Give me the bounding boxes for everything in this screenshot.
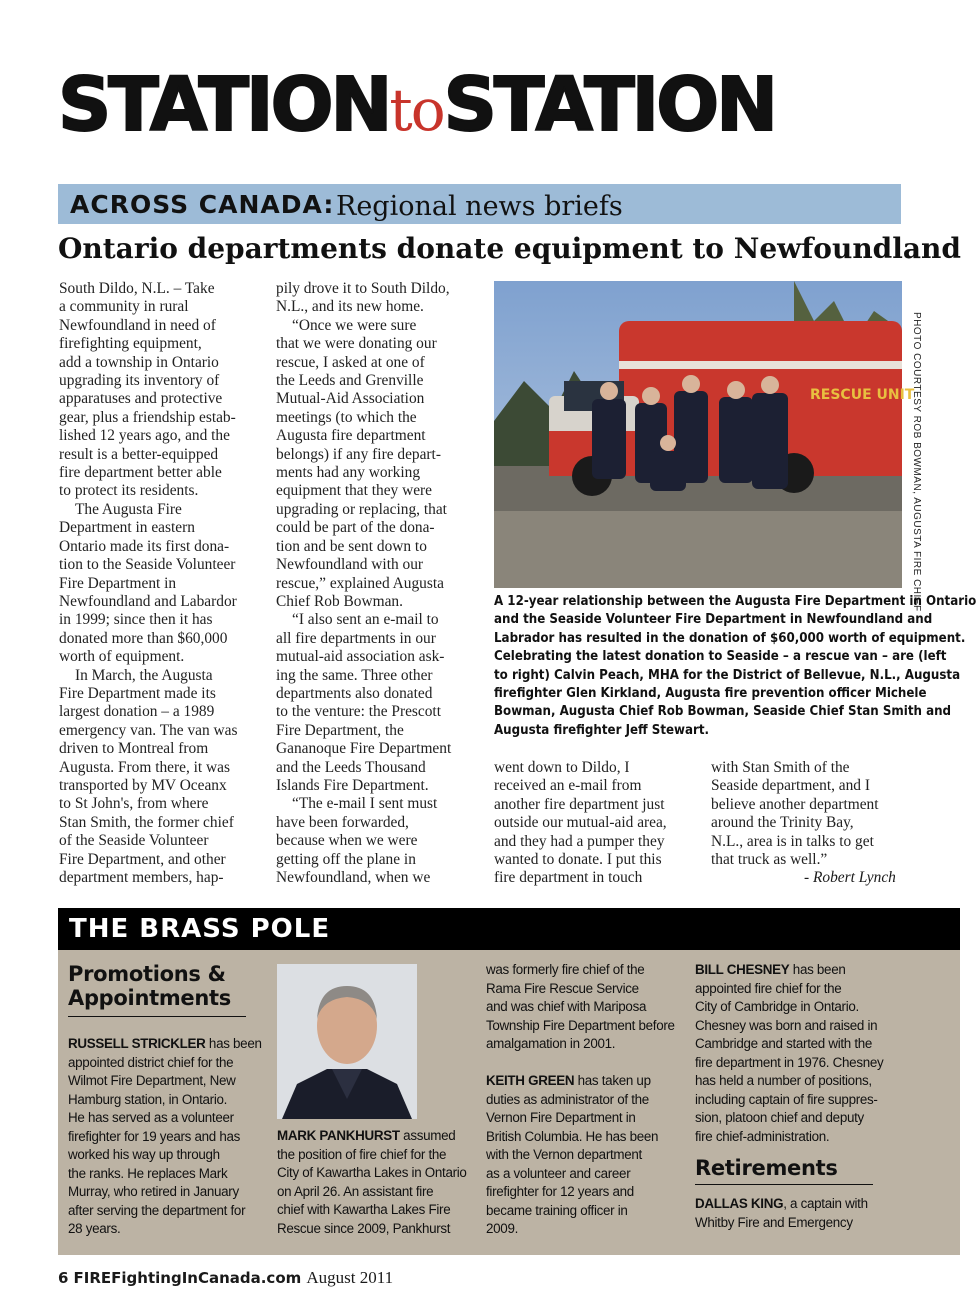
text-line: He has served as a volunteer: [68, 1110, 234, 1125]
text-line: Augusta. From there, it was: [59, 758, 230, 776]
text-line: the ranks. He replaces Mark: [68, 1165, 228, 1181]
text-line: that we were donating our: [276, 335, 437, 353]
text-line: upgrading its inventory of: [59, 372, 220, 390]
text-line: tion and be sent down to: [276, 537, 427, 555]
text-line: to right) Calvin Peach, MHA for the District of Bellevue, N.L., Augusta: [494, 667, 961, 683]
text-line: appointed fire chief for the: [695, 980, 842, 996]
text-line: firefighting equipment,: [59, 335, 202, 353]
text-line: Township Fire Department before: [486, 1017, 675, 1033]
text-line: add a township in Ontario: [59, 353, 219, 371]
text-line: rescue,” explained Augusta: [276, 574, 444, 592]
text-line: as a volunteer and career: [486, 1165, 631, 1181]
text-line: to protect its residents.: [59, 482, 199, 500]
text-line: with the Vernon department: [486, 1147, 642, 1162]
text-line: worth of equipment.: [59, 648, 185, 666]
text-line: belongs) if any fire depart-: [276, 445, 441, 463]
text-line: A 12-year relationship between the Augusta Fire Department in Ontario: [494, 594, 976, 609]
photo-credit: PHOTO COURTESY ROB BOWMAN, AUGUSTA FIRE CHIEF: [911, 312, 922, 612]
text-line: another fire department just: [494, 795, 665, 813]
text-line: result is a better-equipped: [59, 445, 219, 463]
text-line: appointed district chief for the: [68, 1054, 234, 1070]
text-line: “I also sent an e-mail to: [292, 611, 439, 629]
text-line: pily drove it to South Dildo,: [276, 280, 450, 297]
text-line: largest donation – a 1989: [59, 703, 215, 721]
brass-pole-title: THE BRASS POLE: [69, 914, 331, 944]
text-line: have been forwarded,: [276, 813, 409, 831]
text-line: Murray, who retired in January: [68, 1184, 239, 1199]
text-line: N.L., and its new home.: [276, 298, 424, 316]
text-line: and they had a pumper they: [494, 832, 665, 850]
page-number: 6: [58, 1269, 69, 1287]
photo-caption: [494, 593, 976, 740]
text-line: ing the same. Three other: [276, 666, 433, 684]
text-line: has held a number of positions,: [695, 1073, 872, 1088]
text-line: a community in rural: [59, 298, 189, 316]
text-line: duties as administrator of the: [486, 1091, 649, 1107]
appointee-name: MARK PANKHURST: [277, 1128, 400, 1143]
text-line: Whitby Fire and Emergency: [695, 1214, 853, 1230]
text-line: after serving the department for: [68, 1202, 246, 1218]
text-line: Bowman, Augusta Chief Rob Bowman, Seaside Chief Stan Smith and: [494, 704, 952, 720]
text-line: Fire Department, the: [276, 721, 404, 739]
text-line: Fire Department, and other: [59, 850, 226, 868]
rescue-van-photo: [494, 281, 915, 588]
issue-date: August 2011: [306, 1268, 394, 1287]
pankhurst-portrait: [277, 964, 417, 1119]
retiree-name: DALLAS KING: [695, 1196, 784, 1211]
text-line: firefighter for 12 years and: [486, 1184, 634, 1199]
text-line: 2009.: [486, 1221, 519, 1236]
text-line: firefighter for 19 years and has: [68, 1128, 241, 1144]
text-line: equipment that they were: [276, 482, 432, 500]
text-line: firefighter Glen Kirkland, Augusta fire prevention officer Michele: [494, 686, 927, 702]
text-line: Chesney was born and raised in: [695, 1017, 878, 1033]
masthead-part1: STATION: [58, 62, 390, 148]
masthead-part2: to: [389, 76, 444, 144]
text-line: lished 12 years ago, and the: [59, 427, 230, 445]
text-line: Vernon Fire Department in: [486, 1110, 636, 1125]
text-line: wanted to donate. I put this: [494, 851, 662, 869]
text-line: because when we were: [276, 832, 418, 850]
text-line: rescue, I asked at one of: [276, 353, 425, 371]
text-line: Chief Rob Bowman.: [276, 592, 403, 610]
text-line: The Augusta Fire: [75, 500, 182, 518]
text-line: chief with Kawartha Lakes Fire: [277, 1202, 451, 1217]
text-line: “Once we were sure: [292, 316, 417, 334]
text-line: Augusta fire department: [276, 427, 426, 445]
text-line: 28 years.: [68, 1221, 121, 1236]
text-line: British Columbia. He has been: [486, 1128, 659, 1144]
masthead-title: [58, 62, 775, 152]
text-line: to the venture: the Prescott: [276, 703, 441, 721]
text-line: around the Trinity Bay,: [711, 814, 854, 832]
text-line: Islands Fire Department.: [276, 776, 429, 794]
text-line: the Leeds and Grenville: [276, 372, 424, 390]
text-line: received an e-mail from: [494, 777, 642, 795]
text-line: Mutual-Aid Association: [276, 390, 425, 408]
text-line: including captain of fire suppres-: [695, 1091, 878, 1107]
text-line: in 1999; since then it has: [59, 611, 213, 629]
text-line: believe another department: [711, 795, 879, 813]
text-line: fire department in touch: [494, 869, 643, 887]
text-line: “The e-mail I sent must: [292, 795, 438, 813]
text-line: ments had any working: [276, 464, 421, 482]
text-line: Newfoundland and Labardor: [59, 592, 237, 610]
brass-column-4: BILL CHESNEY has been appointed fire chief for the City of Cambridge in Ontario. Chesney was born and raised in Cambridge and started with the fire department in 1976. Chesney has held a number of positions, including captain of fire suppres- sion, platoon chief and deputy fire chief-administration. Retirements DALLAS KING, a captain with Whitby Fire and Emergency: [695, 961, 885, 1232]
text-line: that truck as well.”: [711, 851, 828, 869]
appointee-name: KEITH GREEN: [486, 1073, 575, 1088]
text-line: Wilmot Fire Department, New: [68, 1073, 236, 1088]
text-line: Newfoundland, when we: [276, 869, 431, 886]
text-line: Ontario made its first dona-: [59, 537, 230, 555]
text-line: Seaside department, and I: [711, 777, 870, 795]
section-subtitle: Regional news briefs: [336, 191, 623, 222]
truck-lettering: RESCUE UNIT: [810, 387, 915, 403]
text-line: Newfoundland in need of: [59, 316, 216, 334]
section-kicker: ACROSS CANADA:: [70, 190, 335, 219]
text-line: emergency van. The van was: [59, 721, 238, 739]
text-line: worked his way up through: [68, 1147, 220, 1162]
text-line: Labrador has resulted in the donation of $60,000 worth of equipment.: [494, 630, 966, 646]
text-line: Rama Fire Rescue Service: [486, 980, 639, 996]
appointee-name: BILL CHESNEY: [695, 962, 790, 977]
heading-rule: [68, 1016, 246, 1017]
text-line: In March, the Augusta: [75, 666, 213, 684]
article-column-4: [711, 759, 911, 869]
text-line: Newfoundland with our: [276, 556, 424, 574]
masthead-part3: STATION: [443, 62, 776, 148]
text-line: fire department in 1976. Chesney: [695, 1054, 884, 1070]
text-line: amalgamation in 2001.: [486, 1036, 616, 1051]
text-line: Department in eastern: [59, 519, 195, 537]
text-line: driven to Montreal from: [59, 740, 209, 758]
brass-pole-header: [58, 908, 960, 950]
appointee-name: RUSSELL STRICKLER: [68, 1036, 206, 1051]
text-line: of the Seaside Volunteer: [59, 832, 209, 850]
text-line: to St John's, from where: [59, 795, 209, 813]
brass-column-1: Promotions & Appointments RUSSELL STRICKLER has been appointed district chief for the Wilmot Fire Department, New Hamburg station, in Ontario. He has served as a volunteer firefighter for 19 years and has worked his way up through the ranks. He replaces Mark Murray, who retired in January after serving the department for 28 years.: [68, 962, 258, 1239]
text-line: and the Seaside Volunteer Fire Department in Newfoundland and: [494, 612, 933, 628]
text-line: fire chief-administration.: [695, 1128, 830, 1144]
article-column-1: [59, 280, 259, 887]
text-line: department members, hap-: [59, 869, 224, 886]
text-line: with Stan Smith of the: [711, 759, 850, 776]
text-line: N.L., area is in talks to get: [711, 832, 874, 850]
text-line: fire department better able: [59, 464, 222, 482]
brass-column-2: MARK PANKHURST assumed the position of fire chief for the City of Kawartha Lakes in Ontario on April 26. An assistant fire chief with Kawartha Lakes Fire Rescue since 2009, Pankhurst: [277, 1127, 462, 1238]
text-line: Stan Smith, the former chief: [59, 813, 234, 831]
text-line: meetings (to which the: [276, 408, 417, 426]
retirements-heading: Retirements: [695, 1156, 838, 1180]
text-line: City of Kawartha Lakes in Ontario: [277, 1165, 467, 1180]
text-line: transported by MV Oceanx: [59, 776, 227, 794]
text-line: all fire departments in our: [276, 629, 436, 647]
text-line: mutual-aid association ask-: [276, 648, 445, 666]
text-line: Fire Department made its: [59, 684, 216, 702]
text-line: went down to Dildo, I: [494, 759, 630, 776]
page-footer: [58, 1268, 393, 1288]
article-headline: Ontario departments donate equipment to Newfoundland: [58, 232, 961, 265]
text-line: Hamburg station, in Ontario.: [68, 1091, 228, 1107]
text-line: Fire Department in: [59, 574, 177, 592]
text-line: apparatuses and protective: [59, 390, 223, 408]
text-line: could be part of the dona-: [276, 519, 435, 537]
text-line: departments also donated: [276, 684, 433, 702]
text-line: Gananoque Fire Department: [276, 740, 452, 758]
text-line: donated more than $60,000: [59, 629, 228, 647]
text-line: Cambridge and started with the: [695, 1036, 873, 1051]
text-line: the position of fire chief for the: [277, 1146, 447, 1162]
article-column-2: [276, 280, 476, 887]
text-line: getting off the plane in: [276, 850, 416, 868]
text-line: on April 26. An assistant fire: [277, 1183, 434, 1199]
text-line: City of Cambridge in Ontario.: [695, 999, 859, 1014]
text-line: Rescue since 2009, Pankhurst: [277, 1220, 451, 1236]
section-bar: [58, 184, 901, 224]
text-line: Celebrating the latest donation to Seaside – a rescue van – are (left: [494, 649, 947, 665]
promotions-heading: Promotions & Appointments: [68, 962, 231, 1010]
text-line: upgrading or replacing, that: [276, 500, 447, 518]
text-line: tion to the Seaside Volunteer: [59, 556, 236, 574]
article-column-3: [494, 759, 694, 888]
text-line: and was chief with Mariposa: [486, 999, 647, 1014]
text-line: Augusta firefighter Jeff Stewart.: [494, 722, 710, 738]
text-line: was formerly fire chief of the: [486, 962, 645, 977]
byline: - Robert Lynch: [804, 869, 896, 886]
text-line: gear, plus a friendship estab-: [59, 408, 236, 426]
text-line: outside our mutual-aid area,: [494, 814, 667, 832]
text-line: sion, platoon chief and deputy: [695, 1110, 864, 1125]
text-line: South Dildo, N.L. – Take: [59, 280, 215, 297]
heading-rule: [695, 1184, 873, 1185]
text-line: and the Leeds Thousand: [276, 758, 426, 776]
website-link[interactable]: FIREFightingInCanada.com: [73, 1269, 302, 1287]
text-line: became training officer in: [486, 1202, 628, 1218]
brass-column-3: was formerly fire chief of the Rama Fire Rescue Service and was chief with Mariposa Township Fire Department before amalgamation in 2001. KEITH GREEN has taken up duties as administrator of the Vernon Fire Department in British Columbia. He has been with the Vernon department as a volunteer and career firefighter for 12 years and became training officer in 2009.: [486, 961, 676, 1239]
